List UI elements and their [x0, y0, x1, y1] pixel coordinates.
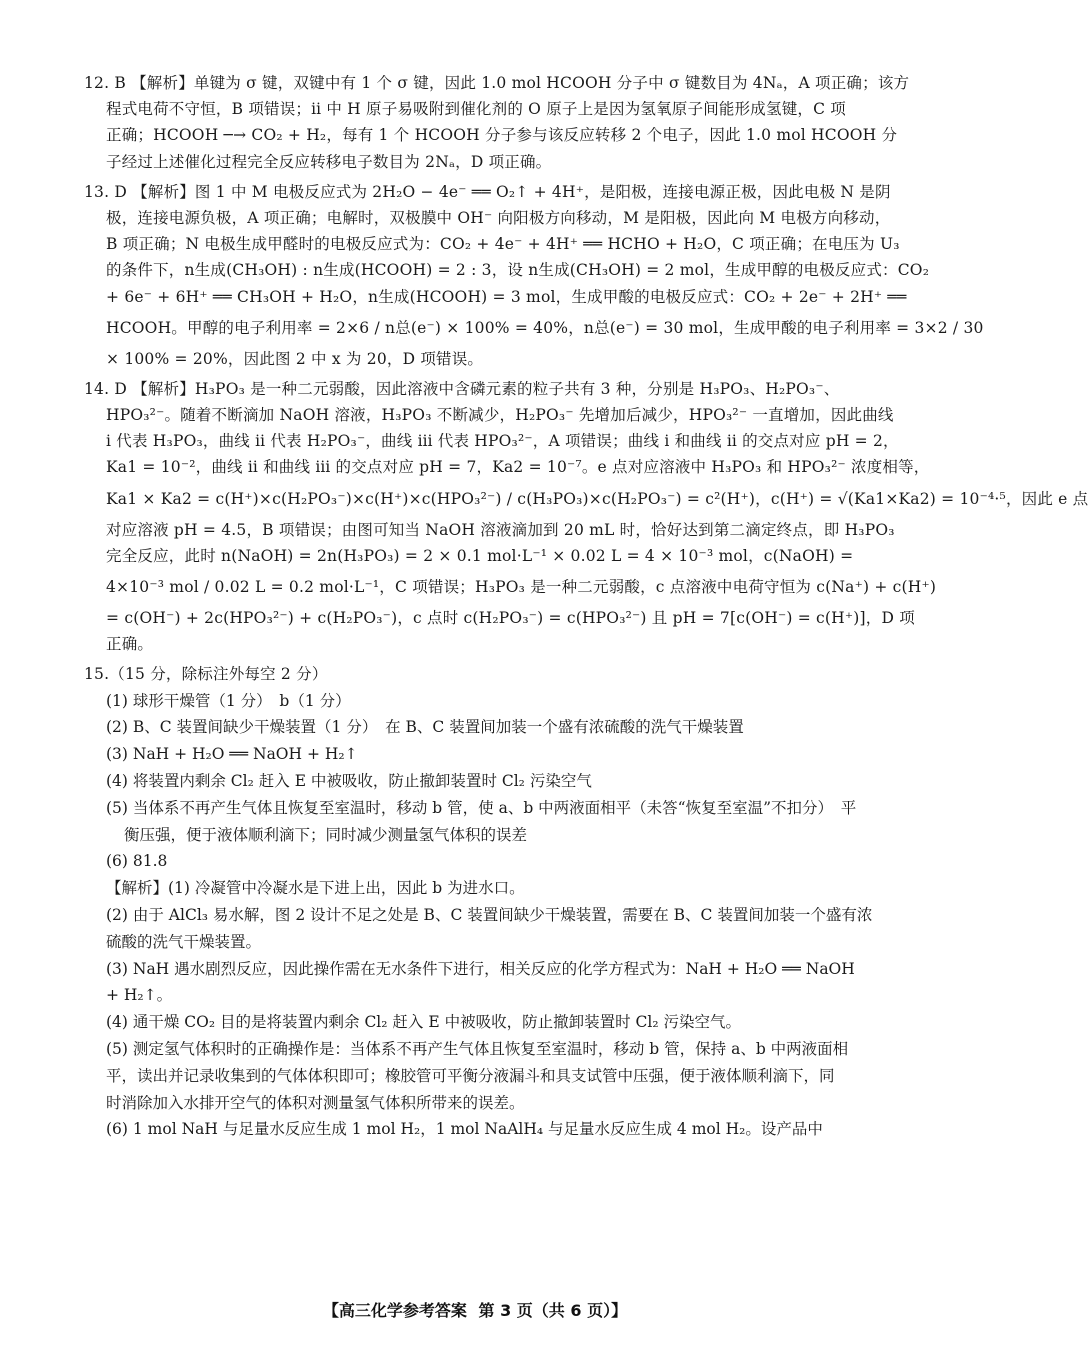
- analysis-line: (2) 由于 AlCl₃ 易水解，图 2 设计不足之处是 B、C 装置间缺少干燥装置，需要在 B、C 装置间加装一个盛有浓: [106, 905, 873, 924]
- text-line: B 项正确；N 电极生成甲醛时的电极反应式为：CO₂ + 4e⁻ + 4H⁺ ══ HCHO + H₂O，C 项正确；在电压为 U₃: [106, 235, 900, 254]
- answer-line: 衡压强，便于液体顺利滴下；同时减少测量氢气体积的误差: [124, 825, 528, 844]
- text-line: 的条件下，n生成(CH₃OH) : n生成(HCOOH) = 2 : 3，设 n生成(CH₃OH) = 2 mol，生成甲醇的电极反应式：CO₂: [106, 261, 930, 280]
- text-line: = c(OH⁻) + 2c(HPO₃²⁻) + c(H₂PO₃⁻)，c 点时 c(H₂PO₃⁻) = c(HPO₃²⁻) 且 pH = 7[c(OH⁻) = c(H⁺)]，D 项: [106, 609, 915, 627]
- answer-line: (5) 当体系不再产生气体且恢复至室温时，移动 b 管，使 a、b 中两液面相平（未答“恢复至室温”不扣分） 平: [106, 798, 857, 817]
- text-line: 4×10⁻³ mol / 0.02 L = 0.2 mol·L⁻¹，C 项错误；H₃PO₃ 是一种二元弱酸，c 点溶液中电荷守恒为 c(Na⁺) + c(H⁺): [106, 578, 937, 596]
- analysis-line: (6) 1 mol NaH 与足量水反应生成 1 mol H₂，1 mol NaAlH₄ 与足量水反应生成 4 mol H₂。设产品中: [106, 1120, 823, 1139]
- question-15-answer: [84, 661, 874, 1143]
- question-12-explanation: [84, 70, 910, 175]
- text-line: + 6e⁻ + 6H⁺ ══ CH₃OH + H₂O，n生成(HCOOH) = 3 mol，生成甲酸的电极反应式：CO₂ + 2e⁻ + 2H⁺ ══: [106, 287, 907, 306]
- text-line: HCOOH。甲醇的电子利用率 = 2×6 / n总(e⁻) × 100% = 40%，n总(e⁻) = 30 mol，生成甲酸的电子利用率 = 3×2 / 30: [106, 318, 984, 337]
- text-line: HPO₃²⁻。随着不断滴加 NaOH 溶液，H₃PO₃ 不断减少，H₂PO₃⁻ 先增加后减少，HPO₃²⁻ 一直增加，因此曲线: [106, 406, 894, 425]
- analysis-line: 硫酸的洗气干燥装置。: [106, 932, 262, 951]
- answer-line: (2) B、C 装置间缺少干燥装置（1 分） 在 B、C 装置间加装一个盛有浓硫酸的洗气干燥装置: [106, 718, 744, 737]
- text-line: 13. D 【解析】图 1 中 M 电极反应式为 2H₂O − 4e⁻ ══ O₂↑ + 4H⁺，是阳极，连接电源正极，因此电极 N 是阴: [84, 182, 891, 201]
- analysis-line: 平，读出并记录收集到的气体体积即可；橡胶管可平衡分液漏斗和具支试管中压强，便于液体顺利滴下，同: [106, 1066, 835, 1085]
- text-line: Ka1 = 10⁻²，曲线 ⅱ 和曲线 ⅲ 的交点对应 pH = 7，Ka2 = 10⁻⁷。e 点对应溶液中 H₃PO₃ 和 HPO₃²⁻ 浓度相等，: [106, 458, 930, 477]
- text-line: 子经过上述催化过程完全反应转移电子数目为 2Nₐ，D 项正确。: [106, 152, 552, 171]
- footer-page-number: 第 3 页（共 6 页）】: [478, 1301, 628, 1320]
- footer-title: 【高三化学参考答案: [322, 1301, 467, 1320]
- text-line: 程式电荷不守恒，B 项错误；ⅱ 中 H 原子易吸附到催化剂的 O 原子上是因为氢氧原子间能形成氢键，C 项: [106, 100, 846, 119]
- text-line: Ka1 × Ka2 = c(H⁺)×c(H₂PO₃⁻)×c(H⁺)×c(HPO₃²⁻) / c(H₃PO₃)×c(H₂PO₃⁻) = c²(H⁺)，c(H⁺) = √(Ka1×Ka2) = 10⁻⁴·⁵，因此 e 点: [106, 489, 1088, 508]
- analysis-line: (4) 通干燥 CO₂ 目的是将装置内剩余 Cl₂ 赶入 E 中被吸收，防止撤卸装置时 Cl₂ 污染空气。: [106, 1013, 741, 1032]
- text-line: 正确。: [106, 635, 154, 654]
- question-15-header: 15.（15 分，除标注外每空 2 分）: [84, 665, 328, 684]
- text-line: 12. B 【解析】单键为 σ 键，双键中有 1 个 σ 键，因此 1.0 mol HCOOH 分子中 σ 键数目为 4Nₐ，A 项正确；该方: [84, 74, 910, 92]
- answer-line: (4) 将装置内剩余 Cl₂ 赶入 E 中被吸收，防止撤卸装置时 Cl₂ 污染空气: [106, 771, 592, 790]
- text-line: 正确；HCOOH ─→ CO₂ + H₂，每有 1 个 HCOOH 分子参与该反应转移 2 个电子，因此 1.0 mol HCOOH 分: [106, 126, 898, 145]
- answer-content: [84, 70, 1088, 1147]
- text-line: × 100% = 20%，因此图 2 中 x 为 20，D 项错误。: [106, 349, 484, 368]
- analysis-line: (5) 测定氢气体积时的正确操作是：当体系不再产生气体且恢复至室温时，移动 b 管，保持 a、b 中两液面相: [106, 1039, 849, 1058]
- question-13-explanation: [84, 179, 984, 372]
- analysis-line: (3) NaH 遇水剧烈反应，因此操作需在无水条件下进行，相关反应的化学方程式为：NaH + H₂O ══ NaOH: [106, 959, 855, 978]
- text-line: 14. D 【解析】H₃PO₃ 是一种二元弱酸，因此溶液中含磷元素的粒子共有 3 种，分别是 H₃PO₃、H₂PO₃⁻、: [84, 379, 840, 398]
- analysis-line: 【解析】(1) 冷凝管中冷凝水是下进上出，因此 b 为进水口。: [106, 879, 525, 898]
- answer-line: (6) 81.8: [106, 852, 168, 871]
- text-line: ⅰ 代表 H₃PO₃，曲线 ⅱ 代表 H₂PO₃⁻，曲线 ⅲ 代表 HPO₃²⁻，A 项错误；曲线 ⅰ 和曲线 ⅱ 的交点对应 pH = 2，: [106, 432, 899, 451]
- answer-line: (3) NaH + H₂O ══ NaOH + H₂↑: [106, 745, 358, 764]
- analysis-line: + H₂↑。: [106, 986, 173, 1005]
- text-line: 对应溶液 pH = 4.5，B 项错误；由图可知当 NaOH 溶液滴加到 20 mL 时，恰好达到第二滴定终点，即 H₃PO₃: [106, 520, 895, 539]
- text-line: 完全反应，此时 n(NaOH) = 2n(H₃PO₃) = 2 × 0.1 mol·L⁻¹ × 0.02 L = 4 × 10⁻³ mol，c(NaOH) =: [106, 546, 854, 565]
- answer-line: (1) 球形干燥管（1 分） b（1 分）: [106, 691, 351, 710]
- page-footer: [0, 1298, 950, 1321]
- question-14-explanation: [84, 376, 1088, 658]
- text-line: 极，连接电源负极，A 项正确；电解时，双极膜中 OH⁻ 向阳极方向移动，M 是阳极，因此向 M 电极方向移动，: [106, 208, 891, 227]
- analysis-line: 时消除加入水排开空气的体积对测量氢气体积所带来的误差。: [106, 1093, 525, 1112]
